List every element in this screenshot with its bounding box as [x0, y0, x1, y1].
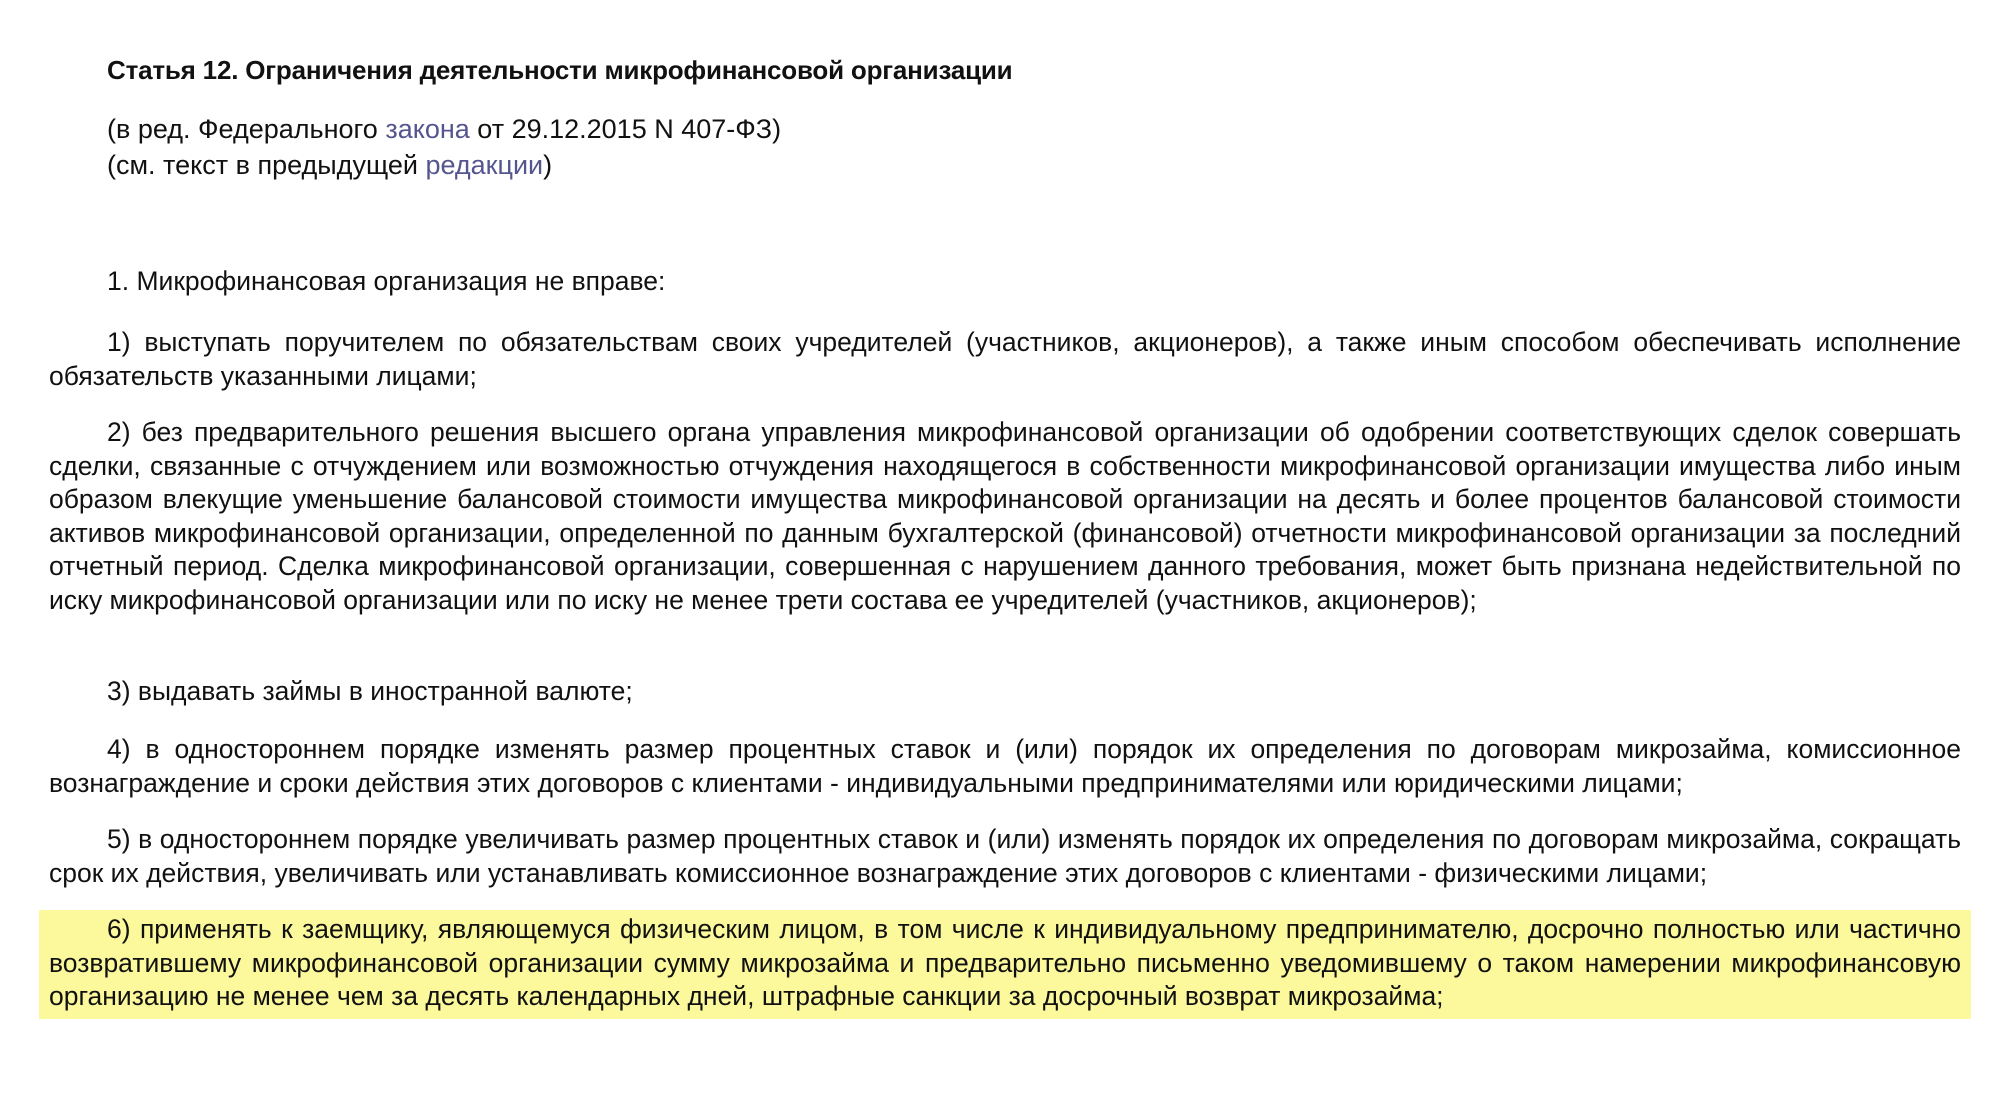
edition-note-suffix: от 29.12.2015 N 407-ФЗ): [469, 114, 782, 144]
edition-note-prefix: (в ред. Федерального: [107, 114, 386, 144]
clause-item-5: 5) в одностороннем порядке увеличивать размер процентных ставок и (или) изменять порядок их определения по договорам микрозайма, сокращать срок их действия, увеличивать или устанавливать комиссионное вознаграждение этих договоров с клиентами - физическими лицами;: [49, 824, 1961, 888]
clause-item-6: 6) применять к заемщику, являющемуся физическим лицом, в том числе к индивидуальному предпринимателю, досрочно полностью или частично возвратившему микрофинансовой организации сумму микрозайма и предварительно письменно уведомившему о таком намерении микрофинансовую организацию не менее чем за десять календарных дней, штрафные санкции за досрочный возврат микрозайма;: [49, 914, 1961, 1011]
previous-note-suffix: ): [543, 150, 553, 180]
clause-item-2: 2) без предварительного решения высшего органа управления микрофинансовой организации об одобрении соответствующих сделок совершать сделки, связанные с отчуждением или возможностью отчуждения находящегося в собственности микрофинансовой организации имущества либо иным образом влекущие уменьшение балансовой стоимости имущества микрофинансовой организации на десять и более процентов балансовой стоимости активов микрофинансовой организации, определенной по данным бухгалтерской (финансовой) отчетности микрофинансовой организации за последний отчетный период. Сделка микрофинансовой организации, совершенная с нарушением данного требования, может быть признана недействительной по иску микрофинансовой организации или по иску не менее трети состава ее учредителей (участников, акционеров);: [49, 417, 1961, 615]
previous-note-prefix: (см. текст в предыдущей: [107, 150, 426, 180]
law-link[interactable]: закона: [385, 114, 470, 144]
article-title: Статья 12. Ограничения деятельности микрофинансовой организации: [107, 55, 1013, 85]
previous-edition-note: [107, 150, 552, 181]
previous-edition-link[interactable]: редакции: [425, 150, 544, 180]
edition-note: [107, 114, 781, 145]
clause-item-3: 3) выдавать займы в иностранной валюте;: [107, 676, 633, 706]
clause-item-1: 1) выступать поручителем по обязательствам своих учредителей (участников, акционеров), а также иным способом обеспечивать исполнение обязательств указанными лицами;: [49, 327, 1961, 391]
clause-item-4: 4) в одностороннем порядке изменять размер процентных ставок и (или) порядок их определения по договорам микрозайма, комиссионное вознаграждение и сроки действия этих договоров с клиентами - индивидуальными предпринимателями или юридическими лицами;: [49, 734, 1961, 798]
clause-intro: 1. Микрофинансовая организация не вправе:: [107, 266, 666, 296]
